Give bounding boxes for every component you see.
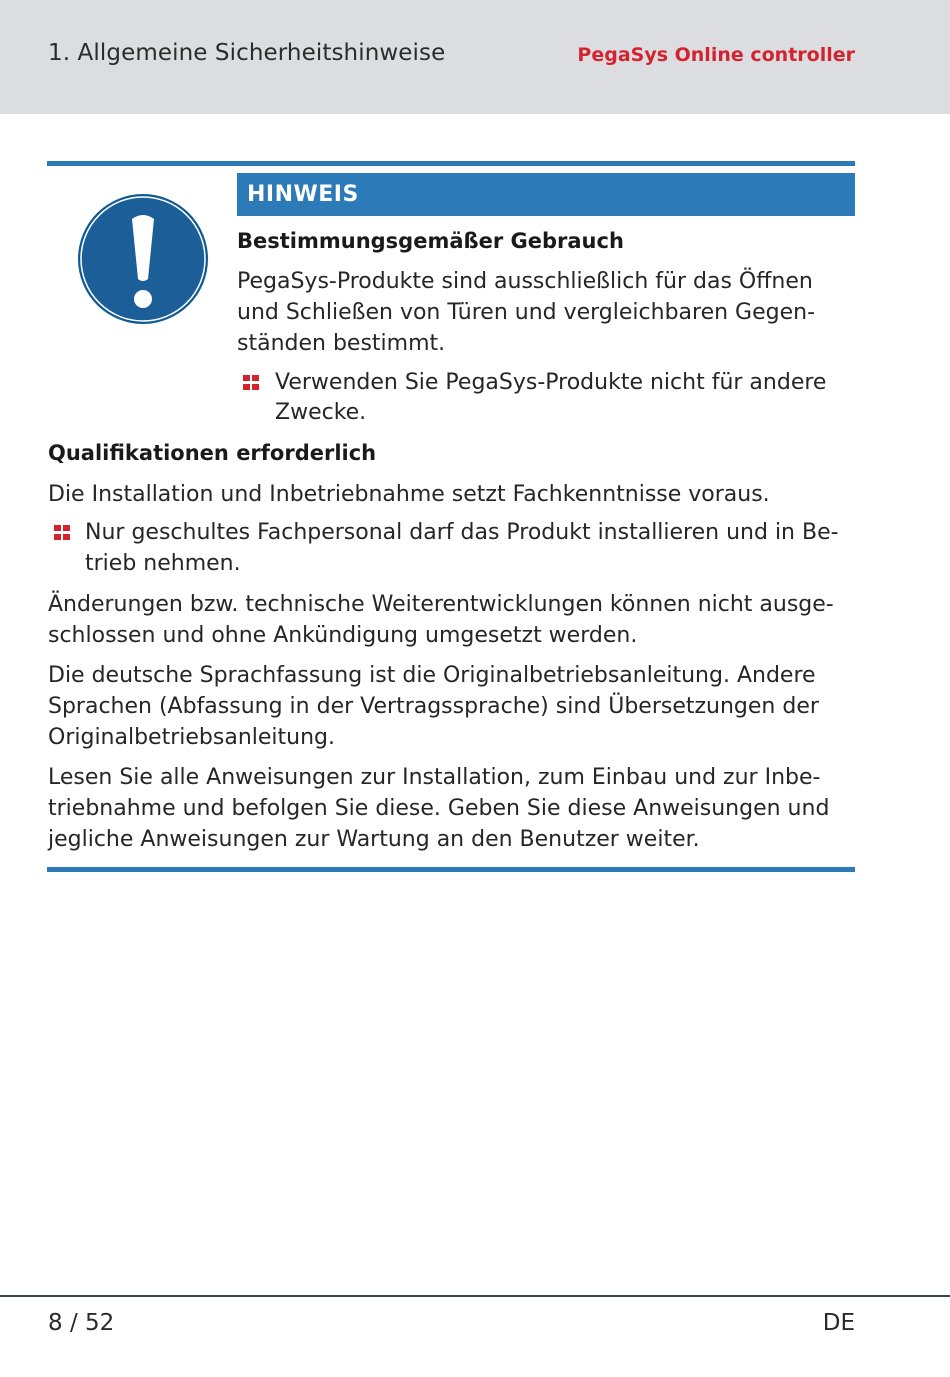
page-header (0, 0, 950, 114)
language-code: DE (822, 1310, 855, 1336)
paragraph-line: Die deutsche Sprachfassung ist die Originalbetriebsanleitung. Andere (48, 663, 816, 688)
notice-bottom-rule (47, 867, 855, 872)
notice-bullet-line: Verwenden Sie PegaSys-Produkte nicht für andere (275, 370, 827, 395)
paragraph-line: jegliche Anweisungen zur Wartung an den Benutzer weiter. (48, 827, 700, 852)
bullet-icon (54, 525, 70, 541)
notice-bullet-line: Zwecke. (275, 400, 367, 425)
notice-text-line: ständen bestimmt. (237, 331, 446, 356)
bullet-icon (243, 375, 259, 391)
qualification-intro: Die Installation und Inbetriebnahme setzt Fachkenntnisse voraus. (48, 482, 770, 507)
qualification-heading: Qualifikationen erforderlich (48, 441, 377, 465)
paragraph-line: Originalbetriebsanleitung. (48, 725, 335, 750)
notice-text-line: PegaSys-Produkte sind ausschließlich für das Öffnen (237, 269, 813, 294)
paragraph-line: Änderungen bzw. technische Weiterentwicklungen können nicht ausge- (48, 592, 834, 617)
notice-text-line: und Schließen von Türen und vergleichbaren Gegen- (237, 300, 816, 325)
footer-divider (0, 1295, 950, 1297)
qualification-bullet-line: Nur geschultes Fachpersonal darf das Produkt installieren und in Be- (85, 520, 839, 545)
exclamation-icon (77, 193, 209, 325)
qualification-bullet-line: trieb nehmen. (85, 551, 241, 576)
paragraph-line: Lesen Sie alle Anweisungen zur Installation, zum Einbau und zur Inbe- (48, 765, 821, 790)
paragraph-line: schlossen und ohne Ankündigung umgesetzt werden. (48, 623, 638, 648)
paragraph-line: Sprachen (Abfassung in der Vertragssprache) sind Übersetzungen der (48, 694, 819, 719)
product-name: PegaSys Online controller (577, 44, 855, 66)
section-title: 1. Allgemeine Sicherheitshinweise (48, 40, 446, 66)
page-number: 8 / 52 (48, 1310, 115, 1336)
paragraph-line: triebnahme und befolgen Sie diese. Geben Sie diese Anweisungen und (48, 796, 830, 821)
notice-heading: Bestimmungsgemäßer Gebrauch (237, 229, 624, 253)
notice-top-rule (47, 161, 855, 166)
notice-label: HINWEIS (237, 173, 855, 216)
